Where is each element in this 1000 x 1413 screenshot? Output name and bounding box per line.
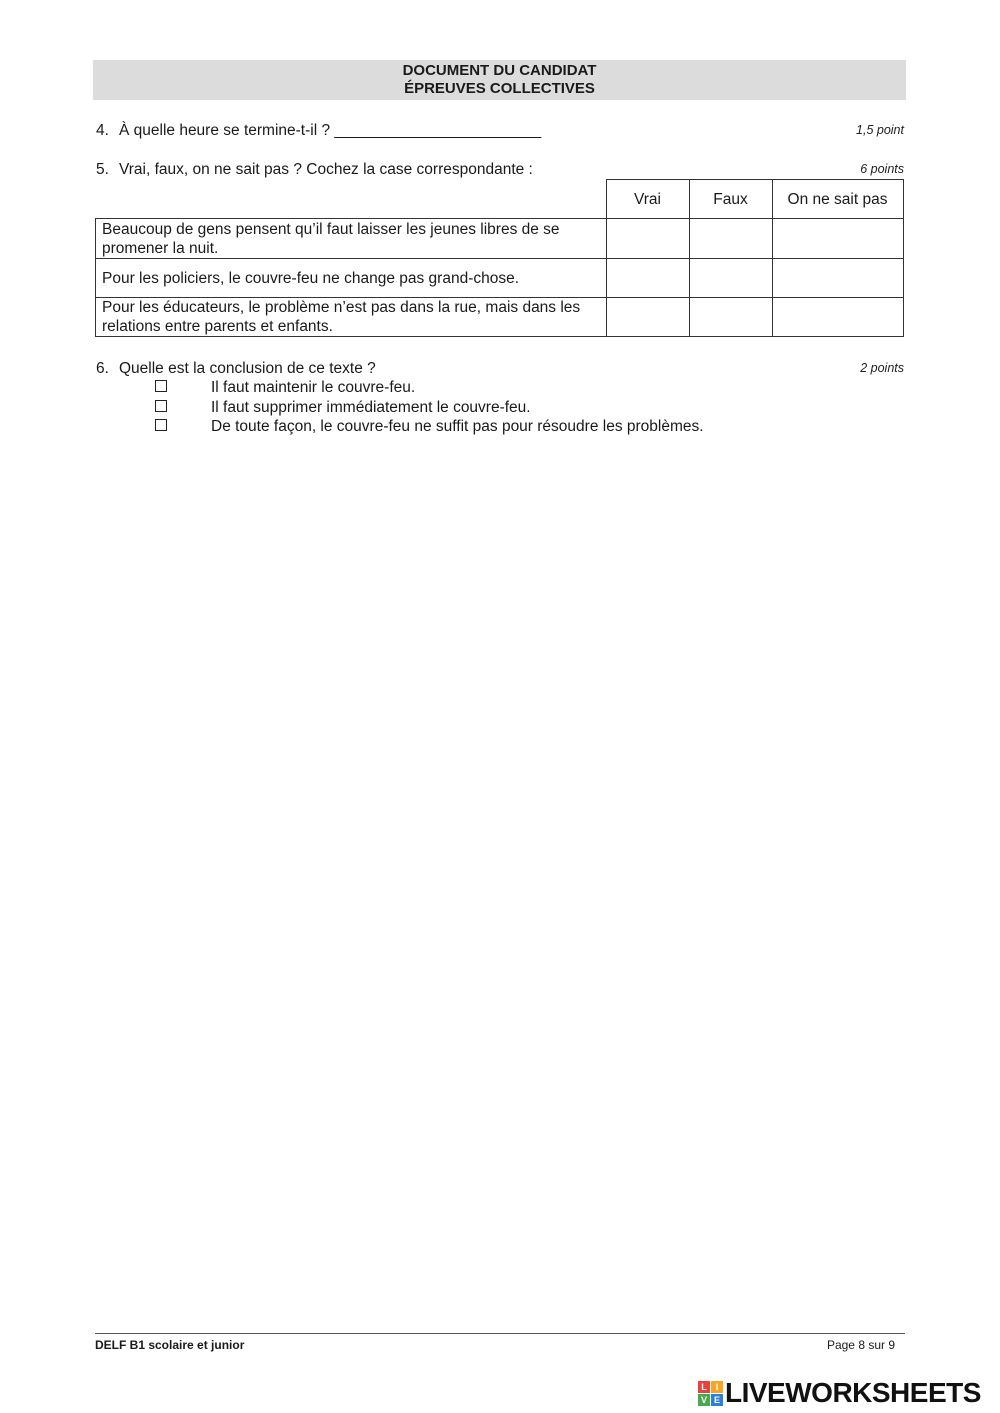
question-6 [96, 359, 376, 378]
question-4-number: 4. [96, 122, 109, 139]
header-subtitle: ÉPREUVES COLLECTIVES [404, 80, 595, 97]
option-2 [155, 398, 531, 418]
question-5-text: Vrai, faux, on ne sait pas ? Cochez la case correspondante : [119, 161, 533, 178]
answer-cell-1-vrai[interactable] [606, 219, 689, 259]
checkbox-option-3[interactable] [155, 419, 167, 431]
liveworksheets-watermark [698, 1378, 981, 1408]
table-header-row [96, 180, 904, 219]
column-faux: Faux [689, 180, 772, 219]
question-5 [96, 160, 533, 179]
checkbox-option-1[interactable] [155, 380, 167, 392]
question-5-number: 5. [96, 161, 109, 178]
table-row [96, 298, 904, 337]
question-6-number: 6. [96, 360, 109, 377]
liveworksheets-name: LIVEWORKSHEETS [725, 1377, 981, 1408]
answer-cell-2-on-ne-sait-pas[interactable] [772, 259, 903, 298]
answer-cell-3-on-ne-sait-pas[interactable] [772, 298, 903, 337]
question-4-text: À quelle heure se termine-t-il ? ________________________ [119, 122, 542, 139]
logo-letter: L [698, 1381, 710, 1393]
true-false-table [95, 179, 904, 337]
logo-letter: V [698, 1394, 710, 1406]
statement-1: Beaucoup de gens pensent qu’il faut laisser les jeunes libres de se promener la nuit. [96, 219, 607, 259]
question-6-points: 2 points [860, 361, 904, 375]
table-row [96, 259, 904, 298]
answer-cell-1-faux[interactable] [689, 219, 772, 259]
option-2-label: Il faut supprimer immédiatement le couvre-feu. [211, 399, 531, 416]
logo-letter: E [711, 1394, 723, 1406]
column-vrai: Vrai [606, 180, 689, 219]
logo-letter: I [711, 1381, 723, 1393]
option-1-label: Il faut maintenir le couvre-feu. [211, 379, 416, 396]
answer-cell-1-on-ne-sait-pas[interactable] [772, 219, 903, 259]
question-4-points: 1,5 point [856, 123, 904, 137]
option-3-label: De toute façon, le couvre-feu ne suffit pas pour résoudre les problèmes. [211, 418, 704, 435]
statement-2: Pour les policiers, le couvre-feu ne change pas grand-chose. [96, 259, 607, 298]
footer-page-number: Page 8 sur 9 [826, 1338, 895, 1352]
answer-cell-3-faux[interactable] [689, 298, 772, 337]
answer-cell-2-faux[interactable] [689, 259, 772, 298]
liveworksheets-logo-icon [698, 1381, 723, 1406]
footer-divider [95, 1333, 905, 1334]
statement-3: Pour les éducateurs, le problème n’est pas dans la rue, mais dans les relations entre parents et enfants. [96, 298, 607, 337]
option-3 [155, 417, 704, 437]
header-title: DOCUMENT DU CANDIDAT [402, 62, 597, 79]
document-header [93, 60, 906, 100]
answer-cell-2-vrai[interactable] [606, 259, 689, 298]
table-row [96, 219, 904, 259]
footer-exam-name: DELF B1 scolaire et junior [95, 1338, 245, 1352]
answer-cell-3-vrai[interactable] [606, 298, 689, 337]
question-5-points: 6 points [860, 162, 904, 176]
question-4 [96, 121, 541, 140]
question-6-text: Quelle est la conclusion de ce texte ? [119, 360, 376, 377]
option-1 [155, 378, 415, 398]
checkbox-option-2[interactable] [155, 400, 167, 412]
column-on-ne-sait-pas: On ne sait pas [772, 180, 903, 219]
